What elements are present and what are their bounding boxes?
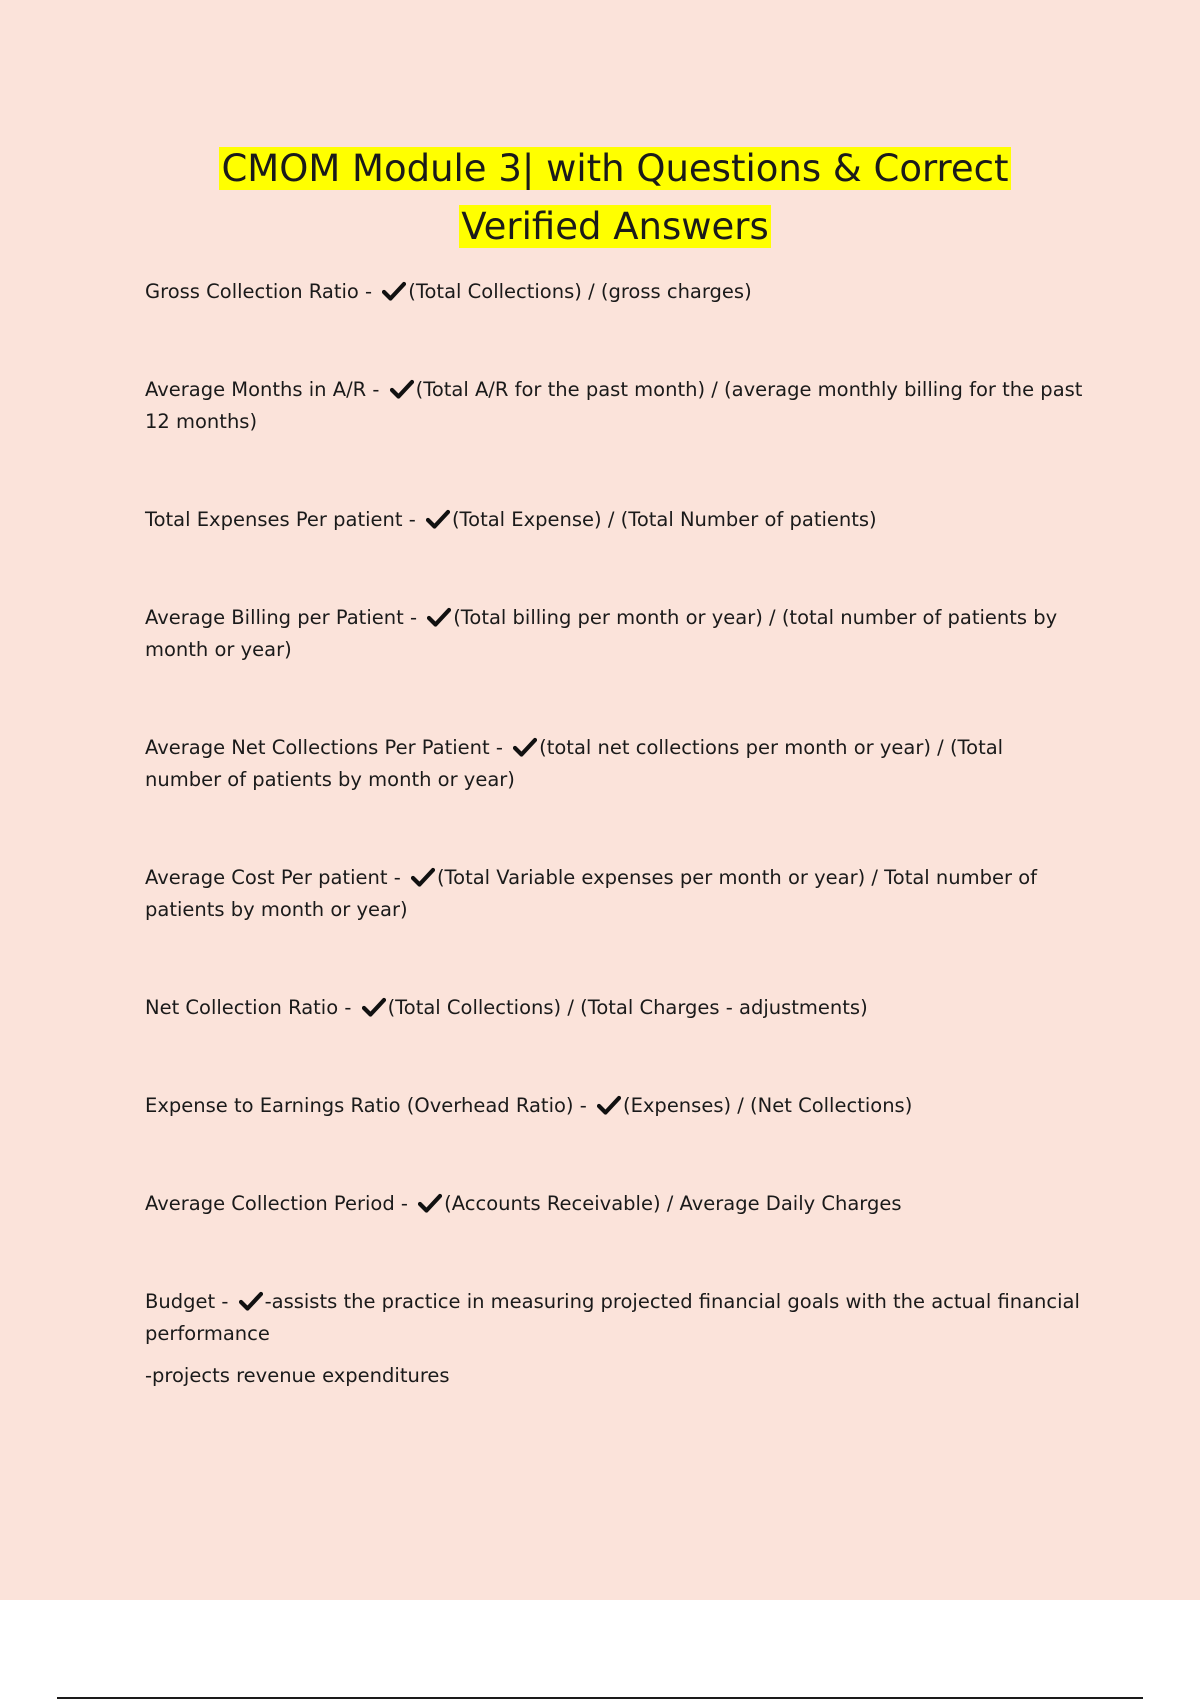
question-text: Average Cost Per patient -	[145, 866, 407, 889]
check-mark-icon	[390, 379, 414, 399]
answer-text: (total net collections per month or year) / (Total number of patients by month or year)	[145, 736, 1004, 791]
question-text: Average Billing per Patient -	[145, 606, 424, 629]
question-text: Average Months in A/R -	[145, 378, 386, 401]
qa-list	[145, 276, 1085, 1350]
qa-item	[145, 602, 1085, 666]
check-mark-icon	[362, 997, 386, 1017]
check-mark-icon	[411, 867, 435, 887]
answer-text: (Expenses) / (Net Collections)	[622, 1094, 913, 1117]
footer-rule	[57, 1697, 1143, 1699]
qa-item	[145, 1090, 1085, 1122]
check-mark-icon	[597, 1095, 621, 1115]
question-text: Expense to Earnings Ratio (Overhead Ratio) -	[145, 1094, 593, 1117]
question-text: Average Net Collections Per Patient -	[145, 736, 510, 759]
check-mark-icon	[382, 281, 406, 301]
budget-extra-line: -projects revenue expenditures	[145, 1364, 450, 1387]
qa-item	[145, 862, 1085, 926]
question-text: Average Collection Period -	[145, 1192, 415, 1215]
answer-text: (Total A/R for the past month) / (average monthly billing for the past 12 months)	[145, 378, 1083, 433]
answer-text: (Accounts Receivable) / Average Daily Charges	[444, 1192, 902, 1215]
document-body	[145, 140, 1085, 1392]
qa-item	[145, 732, 1085, 796]
check-mark-icon	[426, 509, 450, 529]
qa-item	[145, 1188, 1085, 1220]
question-text: Total Expenses Per patient -	[145, 508, 422, 531]
question-text: Gross Collection Ratio -	[145, 280, 379, 303]
qa-item	[145, 276, 1085, 308]
question-text: Net Collection Ratio -	[145, 996, 358, 1019]
check-mark-icon	[513, 737, 537, 757]
answer-text: (Total Collections) / (gross charges)	[408, 280, 752, 303]
answer-text: (Total billing per month or year) / (total number of patients by month or year)	[145, 606, 1058, 661]
check-mark-icon	[427, 607, 451, 627]
question-text: Budget -	[145, 1290, 235, 1313]
check-mark-icon	[239, 1291, 263, 1311]
title-line-1: CMOM Module 3| with Questions & Correct	[221, 147, 1009, 190]
answer-text: (Total Collections) / (Total Charges - adjustments)	[387, 996, 868, 1019]
answer-text: (Total Expense) / (Total Number of patients)	[451, 508, 877, 531]
qa-item	[145, 1286, 1085, 1350]
title-line-2: Verified Answers	[461, 205, 769, 248]
check-mark-icon	[418, 1193, 442, 1213]
answer-text: (Total Variable expenses per month or year) / Total number of patients by month or year)	[145, 866, 1038, 921]
answer-text: -assists the practice in measuring projected financial goals with the actual financial performance	[145, 1290, 1080, 1345]
qa-item	[145, 374, 1085, 438]
qa-item	[145, 504, 1085, 536]
document-title	[145, 140, 1085, 256]
qa-item	[145, 992, 1085, 1024]
